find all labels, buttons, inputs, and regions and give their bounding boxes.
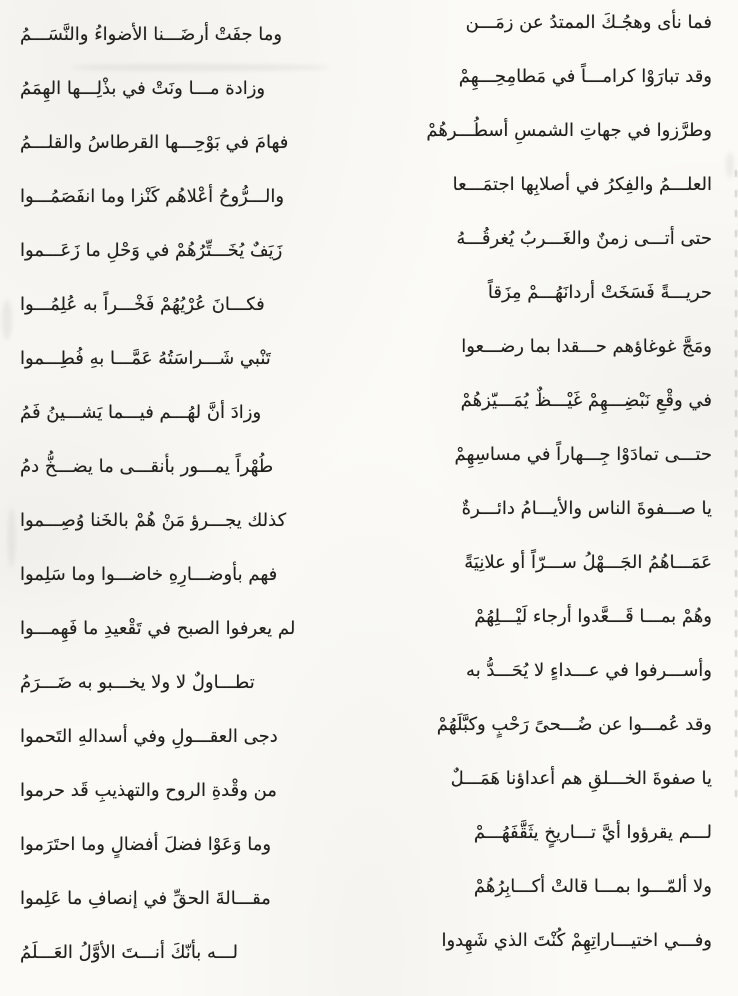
verse-row xyxy=(20,816,712,870)
verse-sadr: عَمَـــاهُمُ الجَـــهْلُ ســـرّاً أو علانِيَةً xyxy=(464,552,712,573)
verse-sadr: وطرَّزوا في جهاتِ الشمسِ أسطُـــرهُمْ xyxy=(426,120,712,141)
verse-sadr: حتى أتـــى زمنٌ والغَـــربُ يُغرقُـــهُ xyxy=(456,228,712,249)
verse-ajuz: دجى العقـــولِ وفي أسدالهِ التَحموا xyxy=(20,726,278,747)
verse-ajuz: والـــرُّوحُ أعْلاهُم كَنْزا وما انفَصَمُـــوا xyxy=(20,186,285,207)
verse-row xyxy=(20,870,712,924)
verse-ajuz: فهامَ في بَوْحِـــها القرطاسُ والقلـــمُ xyxy=(20,132,289,153)
verse-ajuz: طُهْراً يمـــور بأنقـــى ما يضـــخُّ دمُ xyxy=(20,456,274,477)
verse-sadr: وقد تبارَوْا كرامـــاً في مَطامِحِـــهِمْ xyxy=(458,66,712,87)
verse-sadr: فما نأى وهجُـكَ الممتدُ عن زمَـــن xyxy=(465,12,712,33)
verse-ajuz: وما جفَتْ أرضَـــنا الأضواءُ والنَّسَـــمُ xyxy=(20,24,283,45)
verse-ajuz: مقـــالةَ الحقِّ في إنصافِ ما عَلِموا xyxy=(20,888,271,909)
verse-sadr: في وقْعِ نَبْضِـــهِمْ غَيْـــظٌ يُمَـــيّزهُمْ xyxy=(460,390,712,411)
verse-ajuz: فكـــانَ عُرْيُهُمْ فَخْـــراً به عُلِمُـــوا xyxy=(20,294,265,315)
verse-sadr: وفـــي اختيـــاراتِهِمْ كُنْتَ الذي شَهِدوا xyxy=(441,930,712,951)
verse-row xyxy=(20,276,712,330)
verse-sadr: لـــم يقرؤوا أيَّ تـــاريخٍ يثَقَّفَهُـــمْ xyxy=(473,822,712,843)
verse-row xyxy=(20,114,712,168)
verse-ajuz: وزادَ أنَّ لهُـــم فيـــما يَشـــينُ فَمُ xyxy=(20,402,262,423)
verse-sadr: العلـــمُ والفِكرُ في أصلابِها اجتمَـــعا xyxy=(452,174,712,195)
verse-ajuz: كذلك يجـــرؤ مَنْ هُمْ بالخَنا وُصِـــموا xyxy=(20,510,287,531)
verse-ajuz: تطـــاولٌ لا ولا يخـــبو به ضَـــرَمُ xyxy=(20,672,255,693)
verse-row xyxy=(20,546,712,600)
verse-sadr: ولا ألمّـــوا بمـــا قالتْ أكـــابِرُهُمْ xyxy=(473,876,712,897)
verse-sadr: حريـــةً فَسَخَتْ أردانَهُـــمْ مِزَقاً xyxy=(487,282,712,303)
verse-ajuz: من وقْدةِ الروح والتهذيبِ قَد حرموا xyxy=(20,780,277,801)
verse-sadr: وهُمْ بمـــا قَـــعَّدوا أرجاء لَيْـــلِهُمْ xyxy=(474,606,712,627)
verse-ajuz: تَنْبي شَـــراسَتُهُ عَمَّـــا بهِ فُطِـــموا xyxy=(20,348,271,369)
verse-row xyxy=(20,600,712,654)
verse-row xyxy=(20,762,712,816)
poem-body xyxy=(20,6,712,978)
verse-row xyxy=(20,384,712,438)
verse-row xyxy=(20,168,712,222)
scan-smudge-artifact xyxy=(70,64,330,71)
verse-sadr: وأســـرفوا في عـــداءٍ لا يُحَـــدُّ به xyxy=(466,660,712,681)
scan-smudge-artifact xyxy=(2,300,12,340)
verse-row xyxy=(20,438,712,492)
verse-ajuz: لم يعرفوا الصبح في تَقْعيدِ ما فَهِمـــوا xyxy=(20,618,296,639)
scan-edge-artifact xyxy=(735,170,737,810)
verse-ajuz: وما وَعَوْا فضلَ أفضالٍ وما احتَرَموا xyxy=(20,834,272,855)
verse-ajuz: فهم بأوضـــارِهِ خاضـــوا وما سَلِموا xyxy=(20,564,278,585)
verse-sadr: يا صـــفوةَ الناس والأيـــامُ دائـــرةٌ xyxy=(461,498,712,519)
verse-ajuz: وزادة مـــا ونَتْ في بذْلِـــها الهِمَمُ xyxy=(20,78,266,99)
verse-ajuz: زَيَفٌ يُخَـــتِّرُهُمْ في وَحْلِ ما زَعَـــموا xyxy=(20,240,283,261)
verse-row xyxy=(20,924,712,978)
verse-row xyxy=(20,6,712,60)
verse-row xyxy=(20,708,712,762)
verse-ajuz: لـــه بأنّكَ أنـــتَ الأوَّلُ العَـــلَمُ xyxy=(20,942,238,963)
verse-row xyxy=(20,654,712,708)
scan-smudge-artifact xyxy=(726,152,734,178)
verse-row xyxy=(20,330,712,384)
verse-sadr: يا صفوةَ الخـــلقِ هم أعداؤنا هَمَـــلٌ xyxy=(450,768,712,789)
verse-sadr: حتـــى تمادَوْا جِـــهاراً في مساسِهِمْ xyxy=(454,444,712,465)
verse-sadr: ومَجَّ غوغاؤهم حـــقدا بما رضـــعوا xyxy=(461,336,712,357)
verse-row xyxy=(20,222,712,276)
scan-smudge-artifact xyxy=(8,508,15,568)
verse-row xyxy=(20,492,712,546)
verse-sadr: وقد عُمـــوا عن ضُـــحىً رَحْبٍ وكبَّلَهُمْ xyxy=(436,714,712,735)
